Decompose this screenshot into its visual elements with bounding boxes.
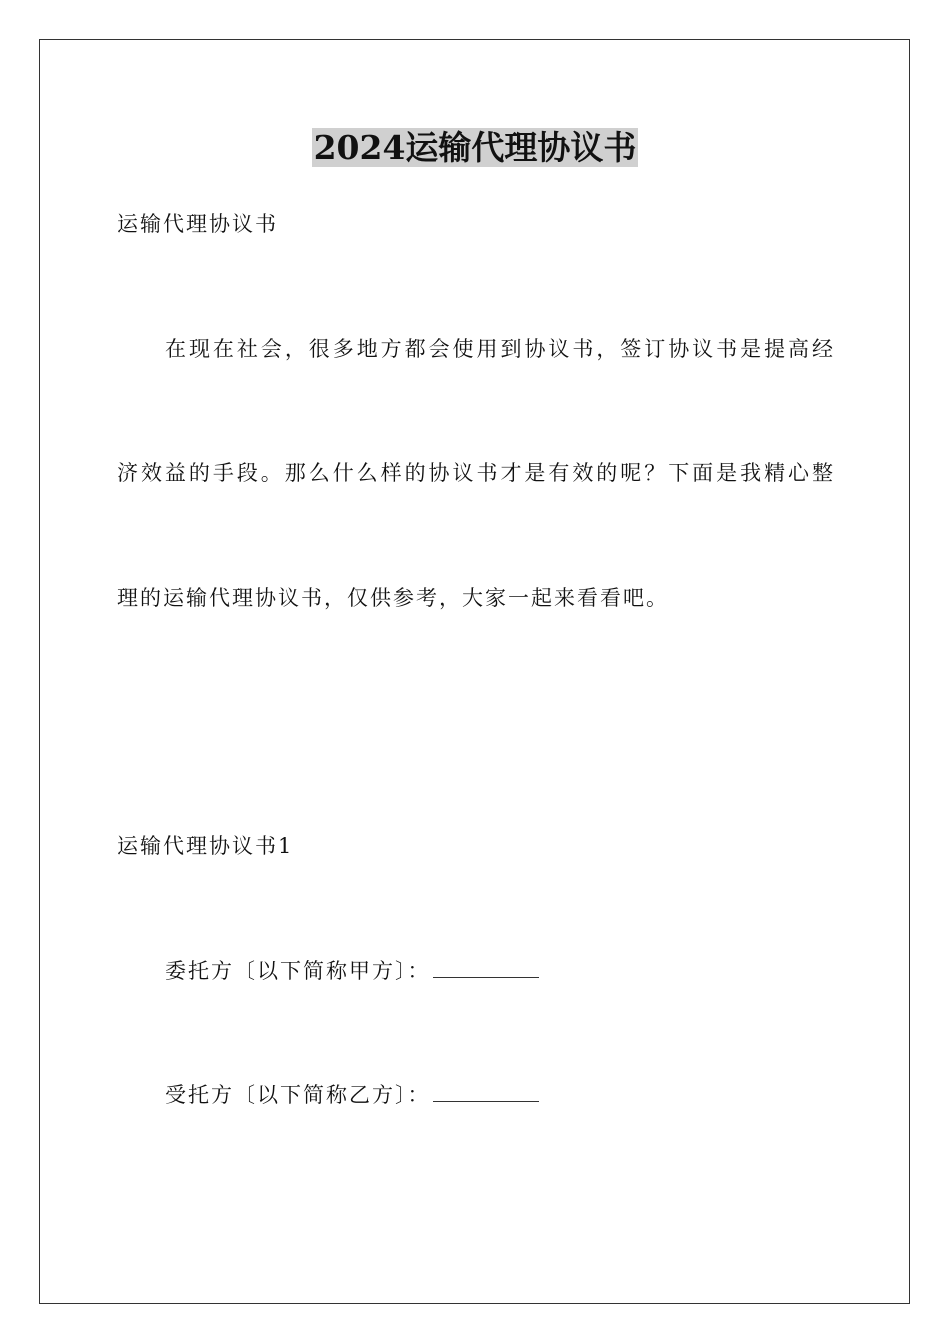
section-heading: 运输代理协议书1 — [117, 834, 294, 858]
document-title — [0, 126, 950, 170]
intro-paragraph-line-2: 济效益的手段。那么什么样的协议书才是有效的呢？下面是我精心整 — [117, 461, 833, 485]
document-title-text: 2024运输代理协议书 — [313, 128, 637, 167]
principal-party-line — [165, 955, 539, 987]
document-subtitle: 运输代理协议书 — [117, 212, 278, 236]
intro-paragraph-line-1: 在现在社会，很多地方都会使用到协议书，签订协议书是提高经 — [165, 337, 833, 361]
intro-paragraph-line-3: 理的运输代理协议书，仅供参考，大家一起来看看吧。 — [117, 586, 669, 610]
principal-party-blank — [433, 955, 539, 978]
agent-party-label: 受托方〔以下简称乙方〕： — [165, 1083, 431, 1107]
agent-party-line — [165, 1079, 539, 1111]
principal-party-label: 委托方〔以下简称甲方〕： — [165, 959, 431, 983]
agent-party-blank — [433, 1079, 539, 1102]
